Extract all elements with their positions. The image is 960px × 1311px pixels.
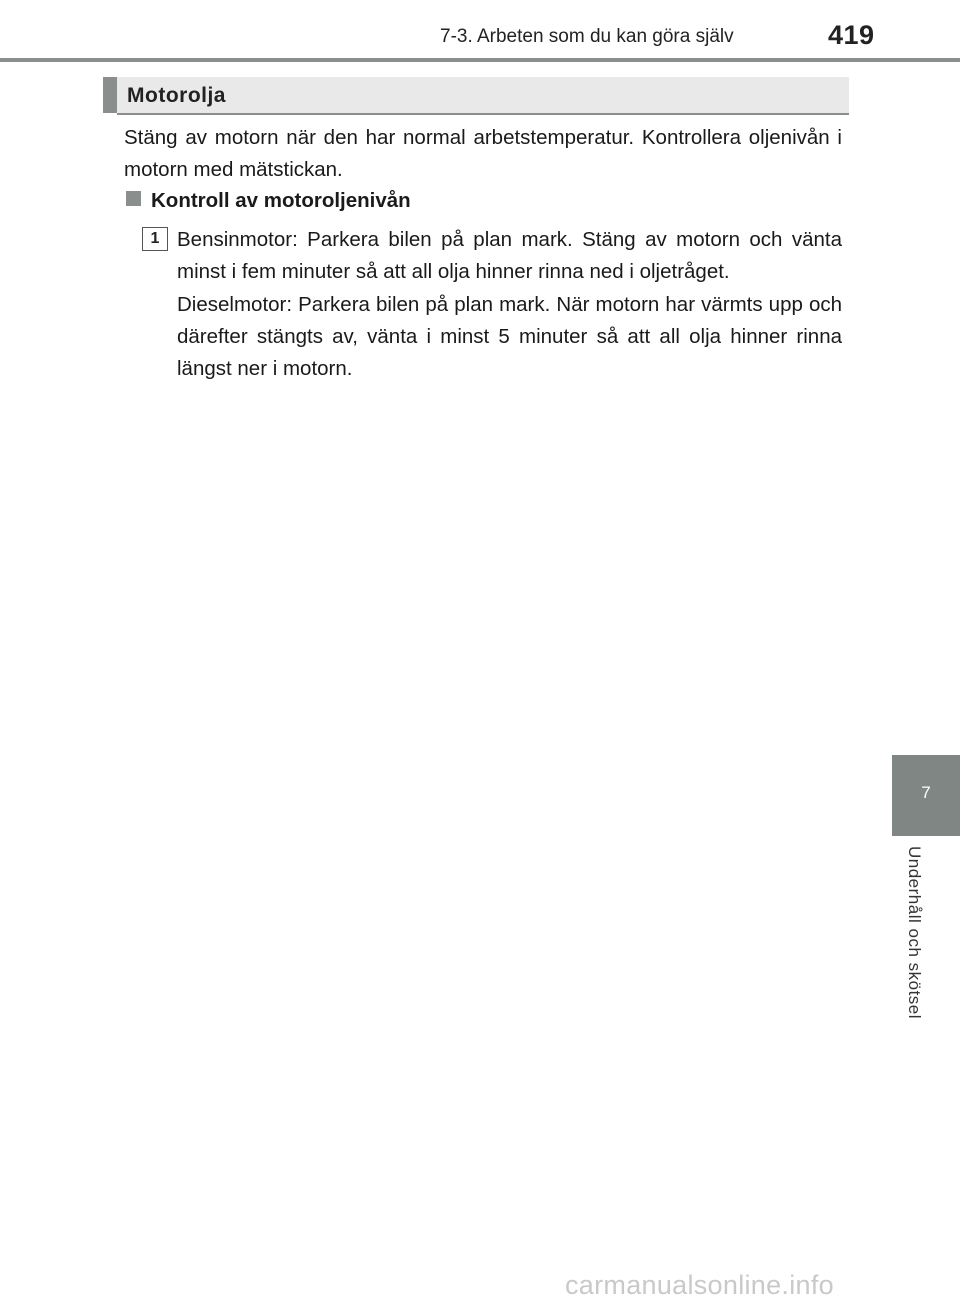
section-bar-underline [117,113,849,115]
watermark: carmanualsonline.info [565,1270,834,1300]
square-bullet-icon [126,191,141,206]
section-heading-bar [103,77,849,113]
section-title: Motorolja [127,84,226,107]
step-paragraph-diesel: Dieselmotor: Parkera bilen på plan mark. När motorn har värmts upp och därefter stängts av, vänta i minst 5 minuter så att all olja hinner rinna längst ner i motorn. [177,293,842,380]
subsection-title: Kontroll av motoroljenivån [151,189,411,212]
step-paragraph-petrol: Bensinmotor: Parkera bilen på plan mark. Stäng av motorn och vänta minst i fem minuter så att all olja hinner rinna ned i oljetråget. [177,228,842,283]
page-header [0,0,960,62]
step-number-badge: 1 [142,227,168,251]
header-section-title: 7-3. Arbeten som du kan göra själv [440,26,734,47]
subsection-heading [126,189,411,213]
chapter-title-vertical: Underhåll och skötsel [905,846,924,1020]
chapter-number: 7 [921,783,931,802]
chapter-tab[interactable] [892,755,960,836]
header-divider [0,58,960,62]
intro-paragraph: Stäng av motorn när den har normal arbetstemperatur. Kontrollera oljenivån i motorn med mätstickan. [124,126,842,181]
page-number: 419 [828,20,875,50]
